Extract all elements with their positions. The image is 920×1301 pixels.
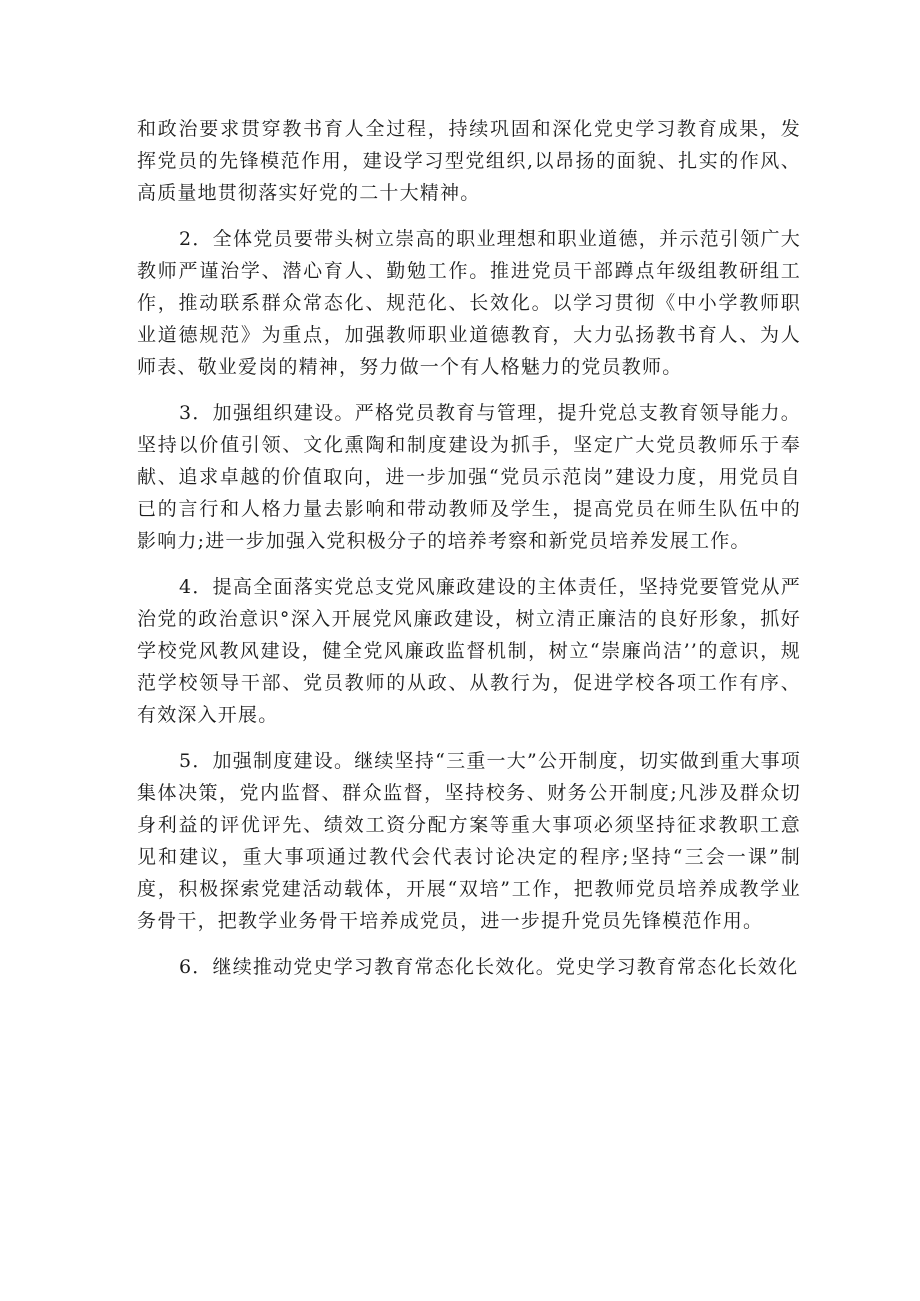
paragraph-item-2: 2．全体党员要带头树立崇高的职业理想和职业道德，并示范引领广大教师严谨治学、潜心育人、勤勉工作。推进党员干部蹲点年级组教研组工作，推动联系群众常态化、规范化、长效化。以学习贯彻《中小学教师职业道德规范》为重点，加强教师职业道德教育，大力弘扬教书育人、为人师表、敬业爱岗的精神，努力做一个有人格魅力的党员教师。 <box>137 228 801 378</box>
paragraph-item-4: 4．提高全面落实党总支党风廉政建设的主体责任，坚持党要管党从严治党的政治意识°深入开展党风廉政建设，树立清正廉洁的良好形象，抓好学校党风教风建设，健全党风廉政监督机制，树立“崇廉尚洁’’的意识，规范学校领导干部、党员教师的从政、从教行为，促进学校各项工作有序、有效深入开展。 <box>137 576 801 726</box>
document-body <box>137 113 801 997</box>
paragraph-item-6: 6．继续推动党史学习教育常态化长效化。党史学习教育常态化长效化 <box>179 956 799 978</box>
paragraph-item-3: 3．加强组织建设。严格党员教育与管理，提升党总支教育领导能力。坚持以价值引领、文化熏陶和制度建设为抓手，坚定广大党员教师乐于奉献、追求卓越的价值取向，进一步加强“党员示范岗”建设力度，用党员自已的言行和人格力量去影响和带动教师及学生，提高党员在师生队伍中的影响力;进一步加强入党积极分子的培养考察和新党员培养发展工作。 <box>137 402 801 552</box>
paragraph-continuation: 和政治要求贯穿教书育人全过程，持续巩固和深化党史学习教育成果，发挥党员的先锋模范作用，建设学习型党组织,以昂扬的面貌、扎实的作风、高质量地贯彻落实好党的二十大精神。 <box>137 118 801 204</box>
paragraph-item-5: 5．加强制度建设。继续坚持“三重一大”公开制度，切实做到重大事项集体决策，党内监督、群众监督，坚持校务、财务公开制度;凡涉及群众切身利益的评优评先、绩效工资分配方案等重大事项必须坚持征求教职工意见和建议，重大事项通过教代会代表讨论决定的程序;坚持“三会一课”制度，积极探索党建活动载体，开展“双培”工作，把教师党员培养成教学业务骨干，把教学业务骨干培养成党员，进一步提升党员先锋模范作用。 <box>137 750 801 932</box>
